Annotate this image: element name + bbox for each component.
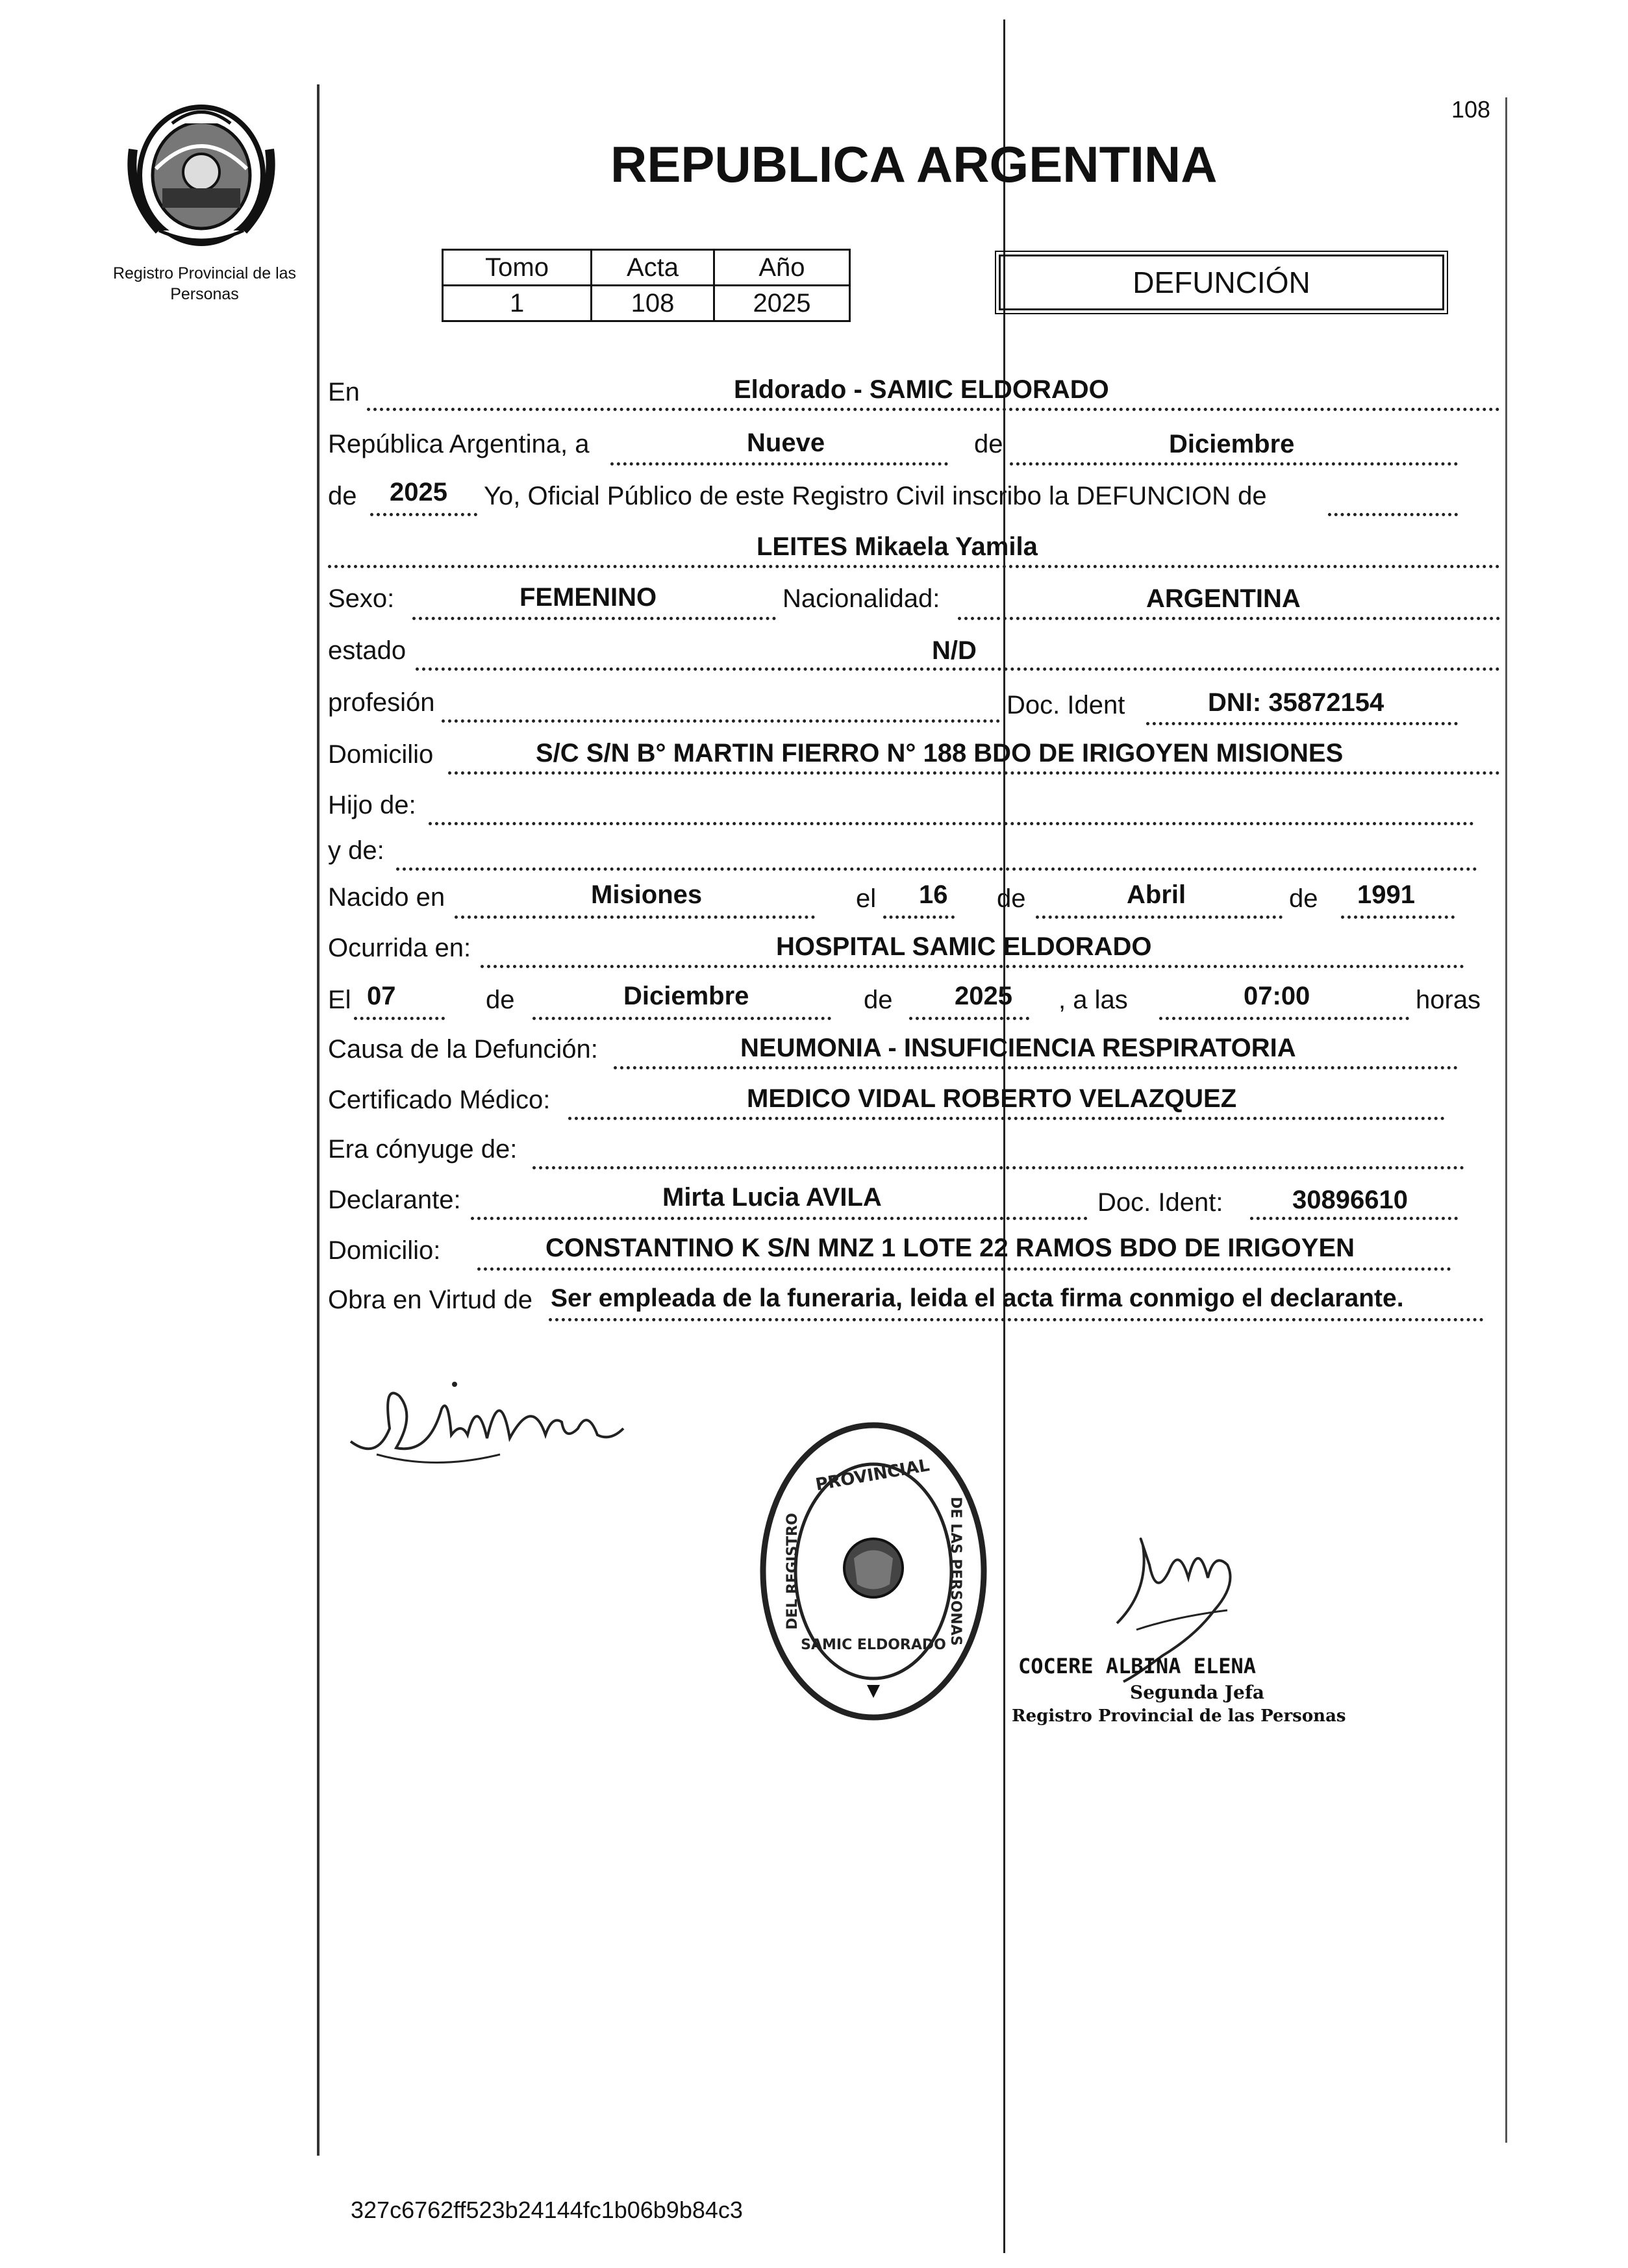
- declarant-signature: [338, 1357, 643, 1480]
- line-conyuge: [532, 1166, 1464, 1169]
- line-hijo-de: [429, 822, 1474, 825]
- line-sexo: [412, 617, 776, 620]
- official-name: COCERE ALBINA ELENA: [1018, 1654, 1257, 1678]
- month-value: Diciembre: [1169, 430, 1295, 458]
- label-de-death-year: de: [864, 986, 893, 1014]
- label-conyuge: Era cónyuge de:: [328, 1135, 518, 1164]
- line-death-day: [354, 1017, 445, 1020]
- center-fold-line: [1003, 19, 1005, 2253]
- label-doc-ident-declarante: Doc. Ident:: [1097, 1188, 1223, 1217]
- line-death-month: [532, 1017, 831, 1020]
- label-oficial: Yo, Oficial Público de este Registro Civil inscribo la DEFUNCION de: [484, 482, 1267, 510]
- label-de-birth-month: de: [997, 884, 1026, 913]
- label-causa: Causa de la Defunción:: [328, 1035, 598, 1064]
- label-el-birth: el: [856, 884, 877, 913]
- svg-text:DEL REGISTRO: DEL REGISTRO: [784, 1513, 801, 1630]
- deceased-name: LEITES Mikaela Yamila: [757, 532, 1038, 561]
- label-de-death-month: de: [486, 986, 515, 1014]
- cause-value: NEUMONIA - INSUFICIENCIA RESPIRATORIA: [740, 1034, 1296, 1062]
- label-republica: República Argentina, a: [328, 430, 590, 458]
- certifying-doctor-value: MEDICO VIDAL ROBERTO VELAZQUEZ: [747, 1084, 1237, 1113]
- record-type-box: [999, 255, 1444, 310]
- label-nacionalidad: Nacionalidad:: [783, 584, 940, 613]
- line-day: [610, 462, 948, 466]
- line-nacionalidad: [958, 617, 1500, 620]
- official-role: Segunda Jefa: [1130, 1682, 1265, 1703]
- label-y-de: y de:: [328, 836, 384, 865]
- label-a-las: , a las: [1058, 986, 1128, 1014]
- page-title: REPUBLICA ARGENTINA: [610, 136, 1218, 193]
- label-profesion: profesión: [328, 688, 435, 717]
- death-time-value: 07:00: [1244, 982, 1310, 1010]
- line-obra: [549, 1318, 1484, 1321]
- day-value: Nueve: [747, 429, 825, 457]
- line-certificado: [568, 1117, 1445, 1120]
- page-number: 108: [1451, 96, 1491, 123]
- line-year: [370, 513, 477, 516]
- label-de-birth-year: de: [1289, 884, 1318, 913]
- line-estado: [416, 667, 1500, 671]
- label-declarante: Declarante:: [328, 1186, 461, 1214]
- declarant-doc-value: 30896610: [1292, 1186, 1408, 1214]
- right-margin-line: [1505, 97, 1507, 2143]
- label-obra: Obra en Virtud de: [328, 1286, 533, 1314]
- label-el-death: El: [328, 986, 351, 1014]
- svg-text:SAMIC ELDORADO: SAMIC ELDORADO: [801, 1637, 946, 1653]
- official-seal: [757, 1419, 990, 1724]
- birth-year-value: 1991: [1357, 880, 1415, 909]
- record-type: DEFUNCIÓN: [1133, 266, 1310, 299]
- label-domicilio-declarante: Domicilio:: [328, 1236, 441, 1265]
- declarant-address-value: CONSTANTINO K S/N MNZ 1 LOTE 22 RAMOS BDO DE IRIGOYEN: [545, 1234, 1355, 1262]
- province-emblem: [120, 97, 282, 253]
- left-margin-line: [317, 84, 319, 2156]
- occurred-at-value: HOSPITAL SAMIC ELDORADO: [776, 932, 1152, 961]
- line-ocurrida: [481, 965, 1464, 968]
- svg-text:PROVINCIAL: PROVINCIAL: [814, 1455, 931, 1495]
- line-domicilio-declarante: [477, 1267, 1451, 1271]
- table-value-acta: 108: [592, 286, 714, 321]
- declarant-value: Mirta Lucia AVILA: [662, 1183, 882, 1212]
- line-month: [1010, 462, 1458, 466]
- line-death-year: [909, 1017, 1029, 1020]
- line-birth-year: [1341, 916, 1455, 919]
- record-index-header-row: [443, 250, 850, 286]
- label-nacido-en: Nacido en: [328, 883, 445, 912]
- line-death-time: [1159, 1017, 1409, 1020]
- official-org: Registro Provincial de las Personas: [1012, 1706, 1346, 1726]
- label-certificado: Certificado Médico:: [328, 1086, 551, 1114]
- birth-day-value: 16: [919, 880, 948, 909]
- table-value-ano: 2025: [714, 286, 849, 321]
- svg-text:DE LAS PERSONAS: DE LAS PERSONAS: [947, 1497, 964, 1646]
- table-header-ano: Año: [714, 250, 849, 286]
- line-birth-place: [455, 916, 815, 919]
- nationality-value: ARGENTINA: [1146, 584, 1301, 613]
- label-horas: horas: [1416, 986, 1481, 1014]
- label-de-year: de: [328, 482, 357, 510]
- line-domicilio: [448, 771, 1500, 775]
- death-day-value: 07: [367, 982, 396, 1010]
- line-y-de: [396, 867, 1477, 871]
- doc-ident-value: DNI: 35872154: [1208, 688, 1384, 717]
- line-birth-month: [1036, 916, 1283, 919]
- year-value: 2025: [390, 478, 447, 506]
- table-value-tomo: 1: [443, 286, 592, 321]
- death-month-value: Diciembre: [623, 982, 749, 1010]
- label-hijo-de: Hijo de:: [328, 791, 416, 819]
- label-de-month: de: [974, 430, 1003, 458]
- reason-value: Ser empleada de la funeraria, leida el acta firma conmigo el declarante.: [551, 1284, 1404, 1312]
- civil-status-value: N/D: [932, 636, 977, 665]
- line-profesion: [442, 719, 1000, 723]
- line-oficial-end: [1328, 513, 1458, 516]
- table-header-acta: Acta: [592, 250, 714, 286]
- line-en: [367, 408, 1500, 411]
- death-year-value: 2025: [955, 982, 1012, 1010]
- line-declarant-doc: [1250, 1217, 1458, 1220]
- table-header-tomo: Tomo: [443, 250, 592, 286]
- registry-name: Registro Provincial de las Personas: [112, 264, 297, 303]
- label-domicilio: Domicilio: [328, 740, 434, 769]
- place-value: Eldorado - SAMIC ELDORADO: [734, 375, 1109, 404]
- sex-value: FEMENINO: [520, 583, 657, 612]
- line-doc-ident: [1146, 722, 1458, 725]
- line-birth-day: [883, 916, 955, 919]
- label-sexo: Sexo:: [328, 584, 395, 613]
- label-en: En: [328, 378, 360, 406]
- record-index-value-row: [443, 286, 850, 321]
- address-value: S/C S/N B° MARTIN FIERRO N° 188 BDO DE IRIGOYEN MISIONES: [536, 739, 1344, 767]
- record-index-table: [442, 249, 851, 322]
- birth-month-value: Abril: [1127, 880, 1186, 909]
- birth-place-value: Misiones: [591, 880, 703, 909]
- label-estado: estado: [328, 636, 407, 665]
- document-hash: 327c6762ff523b24144fc1b06b9b84c3: [351, 2197, 743, 2223]
- line-name: [328, 565, 1500, 568]
- label-ocurrida-en: Ocurrida en:: [328, 934, 471, 962]
- line-declarante: [471, 1217, 1088, 1220]
- label-doc-ident: Doc. Ident: [1007, 691, 1125, 719]
- line-causa: [614, 1066, 1458, 1069]
